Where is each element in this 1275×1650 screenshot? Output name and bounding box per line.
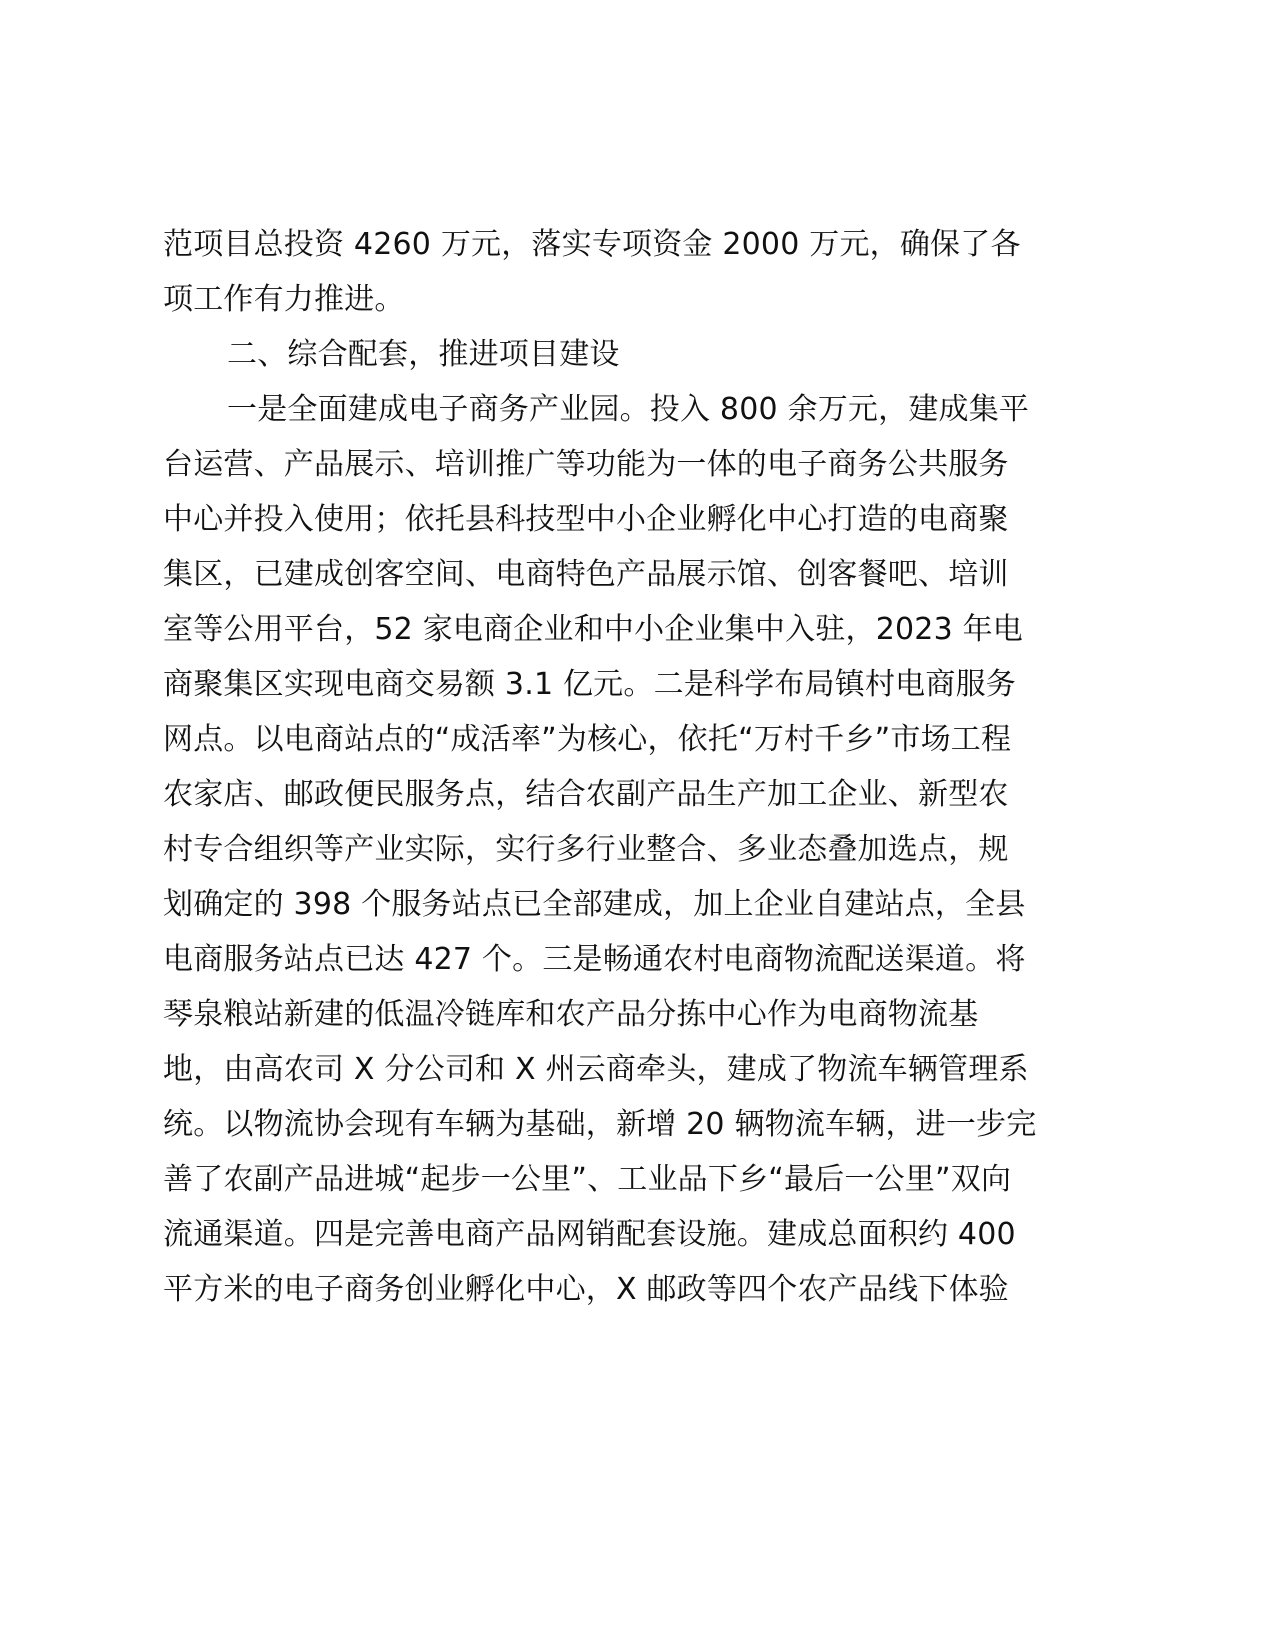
paragraph-line: 农家店、邮政便民服务点，结合农副产品生产加工企业、新型农 (163, 777, 1009, 812)
paragraph-line: 中心并投入使用；依托县科技型中小企业孵化中心打造的电商聚 (163, 502, 1009, 537)
paragraph-line: 村专合组织等产业实际，实行多行业整合、多业态叠加选点，规 (163, 832, 1009, 867)
section-heading: 二、综合配套，推进项目建设 (227, 337, 620, 372)
paragraph-line: 一是全面建成电子商务产业园。投入 800 余万元，建成集平 (227, 392, 1030, 427)
paragraph-line: 统。以物流协会现有车辆为基础，新增 20 辆物流车辆，进一步完 (163, 1107, 1037, 1142)
paragraph-line: 琴泉粮站新建的低温冷链库和农产品分拣中心作为电商物流基 (163, 997, 979, 1032)
paragraph-line: 划确定的 398 个服务站点已全部建成，加上企业自建站点，全县 (163, 887, 1026, 922)
paragraph-line: 台运营、产品展示、培训推广等功能为一体的电子商务公共服务 (163, 447, 1009, 482)
paragraph-line: 网点。以电商站点的“成活率”为核心，依托“万村千乡”市场工程 (163, 722, 1012, 757)
paragraph-line: 集区，已建成创客空间、电商特色产品展示馆、创客餐吧、培训 (163, 557, 1009, 592)
paragraph-line: 流通渠道。四是完善电商产品网销配套设施。建成总面积约 400 (163, 1217, 1016, 1252)
paragraph-line: 范项目总投资 4260 万元，落实专项资金 2000 万元，确保了各 (163, 227, 1021, 262)
paragraph-line: 电商服务站点已达 427 个。三是畅通农村电商物流配送渠道。将 (163, 942, 1026, 977)
paragraph-line: 地，由高农司 X 分公司和 X 州云商牵头，建成了物流车辆管理系 (163, 1052, 1029, 1087)
paragraph-line: 项工作有力推进。 (163, 282, 405, 317)
paragraph-line: 商聚集区实现电商交易额 3.1 亿元。二是科学布局镇村电商服务 (163, 667, 1016, 702)
paragraph-line: 善了农副产品进城“起步一公里”、工业品下乡“最后一公里”双向 (163, 1162, 1012, 1197)
paragraph-line: 平方米的电子商务创业孵化中心，X 邮政等四个农产品线下体验 (163, 1272, 1009, 1307)
paragraph-line: 室等公用平台，52 家电商企业和中小企业集中入驻，2023 年电 (163, 612, 1023, 647)
